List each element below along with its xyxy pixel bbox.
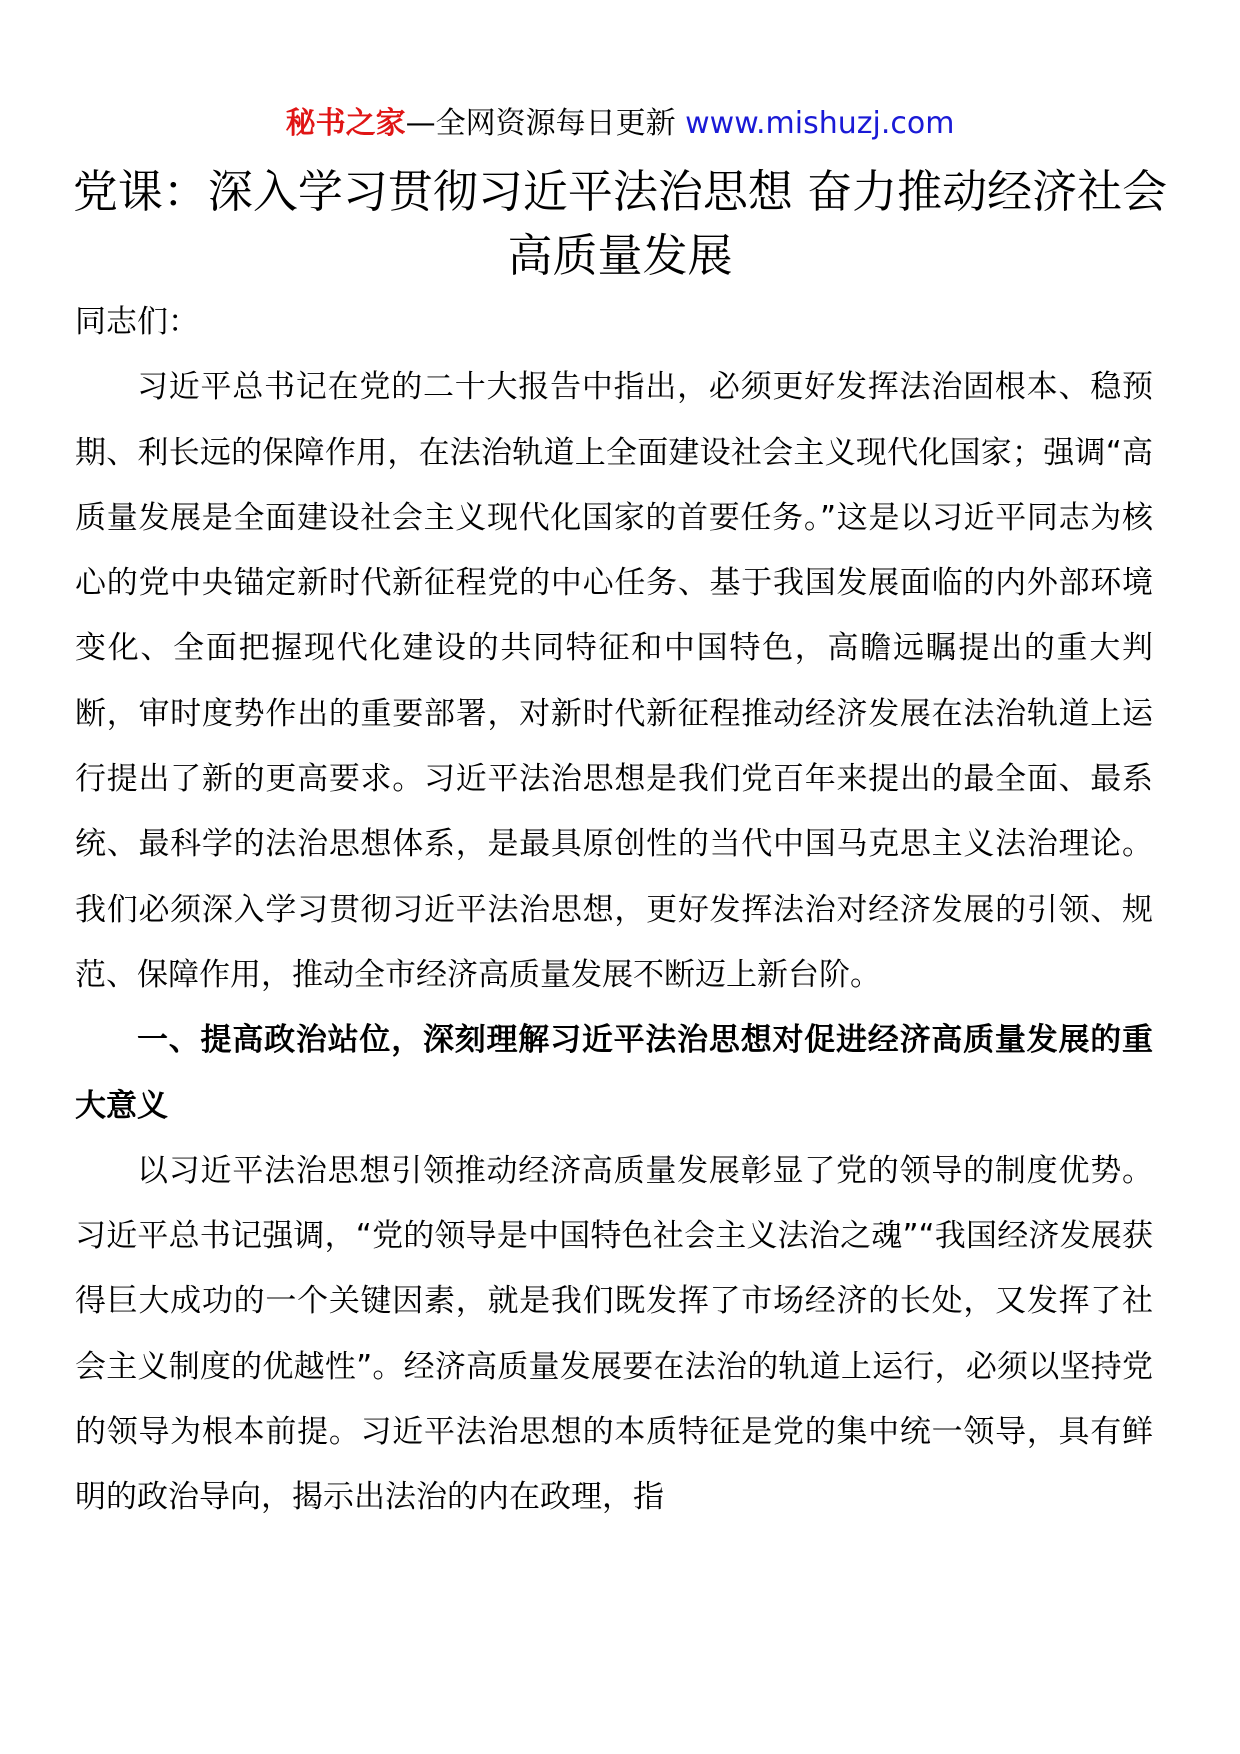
- document-title: 党课：深入学习贯彻习近平法治思想 奋力推动经济社会高质量发展: [72, 165, 1168, 282]
- salutation: 同志们：: [75, 304, 199, 340]
- section-heading: 一、提高政治站位，深刻理解习近平法治思想对促进经济高质量发展的重大意义: [75, 1022, 1153, 1124]
- brand-tagline: —全网资源每日更新: [405, 106, 676, 141]
- site-url-link[interactable]: www.mishuzj.com: [685, 106, 955, 141]
- document-body: [75, 290, 1153, 1531]
- body-paragraph: 习近平总书记在党的二十大报告中指出，必须更好发挥法治固根本、稳预期、利长远的保障作用，在法治轨道上全面建设社会主义现代化国家；强调“高质量发展是全面建设社会主义现代化国家的首要任务。”这是以习近平同志为核心的党中央锚定新时代新征程党的中心任务、基于我国发展面临的内外部环境变化、全面把握现代化建设的共同特征和中国特色，高瞻远瞩提出的重大判断，审时度势作出的重要部署，对新时代新征程推动经济发展在法治轨道上运行提出了新的更高要求。习近平法治思想是我们党百年来提出的最全面、最系统、最科学的法治思想体系，是最具原创性的当代中国马克思主义法治理论。我们必须深入学习贯彻习近平法治思想，更好发挥法治对经济发展的引领、规范、保障作用，推动全市经济高质量发展不断迈上新台阶。: [75, 369, 1153, 993]
- brand-name: 秘书之家: [285, 106, 406, 141]
- section-paragraph: 以习近平法治思想引领推动经济高质量发展彰显了党的领导的制度优势。习近平总书记强调，“党的领导是中国特色社会主义法治之魂”“我国经济发展获得巨大成功的一个关键因素，就是我们既发挥了市场经济的长处，又发挥了社会主义制度的优越性”。经济高质量发展要在法治的轨道上运行，必须以坚持党的领导为根本前提。习近平法治思想的本质特征是党的集中统一领导，具有鲜明的政治导向，揭示出法治的内在政理，指: [75, 1152, 1153, 1516]
- source-watermark-line: [0, 104, 1240, 144]
